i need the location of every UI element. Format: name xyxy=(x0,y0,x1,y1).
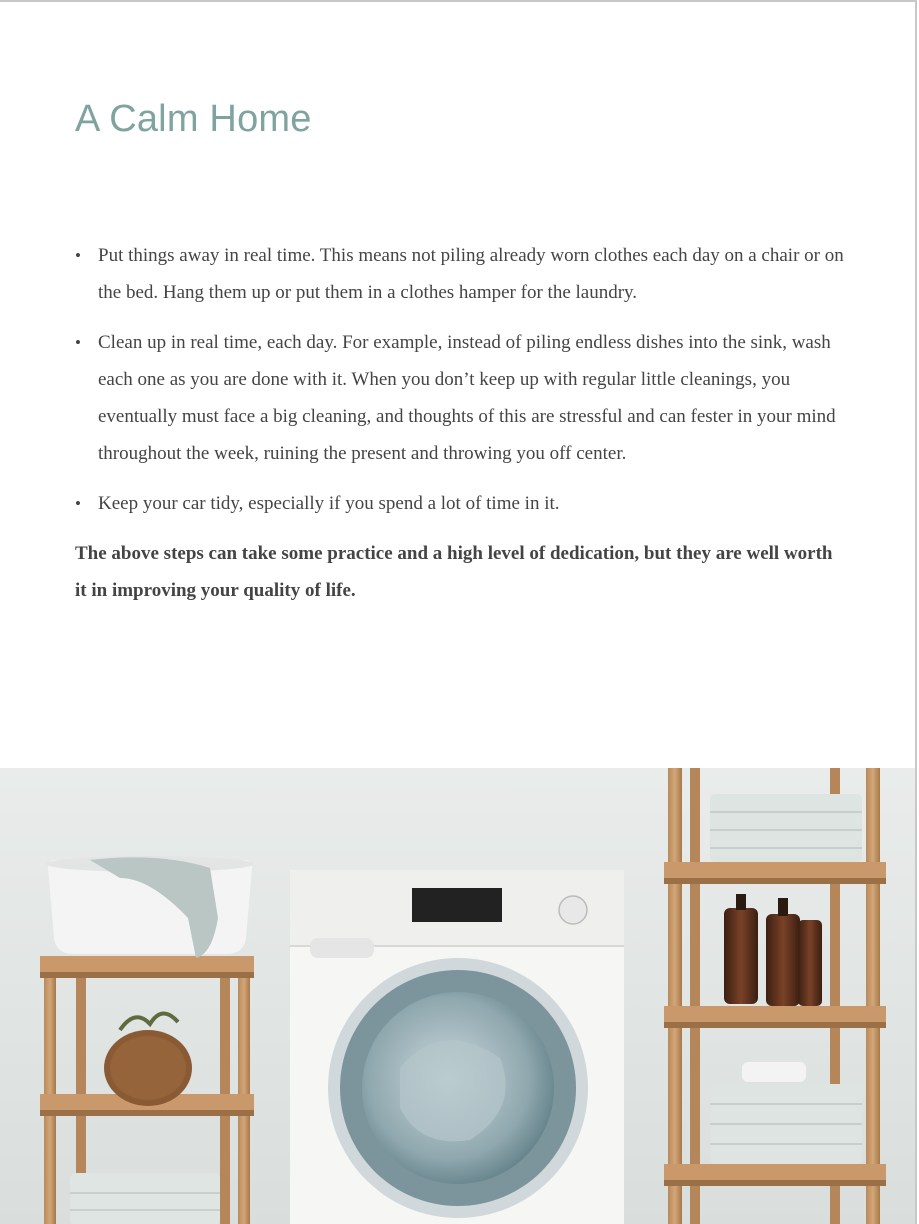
list-item-text: Clean up in real time, each day. For example, instead of piling endless dishes into the sink, wash each one as you are done with it. When you don’t keep up with regular little cleanings, you eventually must face a big cleaning, and thoughts of this are stressful and can fester in your mind throughout the week, ruining the present and throwing you off center. xyxy=(98,332,836,464)
washing-machine xyxy=(290,870,624,1224)
list-item-text: Keep your car tidy, especially if you spend a lot of time in it. xyxy=(98,493,560,514)
laundry-room-illustration xyxy=(0,768,917,1224)
list-item xyxy=(75,324,845,472)
bullet-icon: • xyxy=(75,333,81,352)
body-text xyxy=(75,237,845,628)
list-item-text: Put things away in real time. This means not piling already worn clothes each day on a chair or on the bed. Hang them up or put them in a clothes hamper for the laundry. xyxy=(98,245,844,303)
list-item xyxy=(75,237,845,311)
page-title: A Calm Home xyxy=(75,98,312,140)
bullet-list xyxy=(75,237,845,522)
laundry-room-photo xyxy=(0,768,917,1224)
list-item xyxy=(75,485,845,522)
closing-paragraph: The above steps can take some practice and a high level of dedication, but they are well worth it in improving your quality of life. xyxy=(75,543,833,601)
bullet-icon: • xyxy=(75,494,81,513)
bullet-icon: • xyxy=(75,246,81,265)
